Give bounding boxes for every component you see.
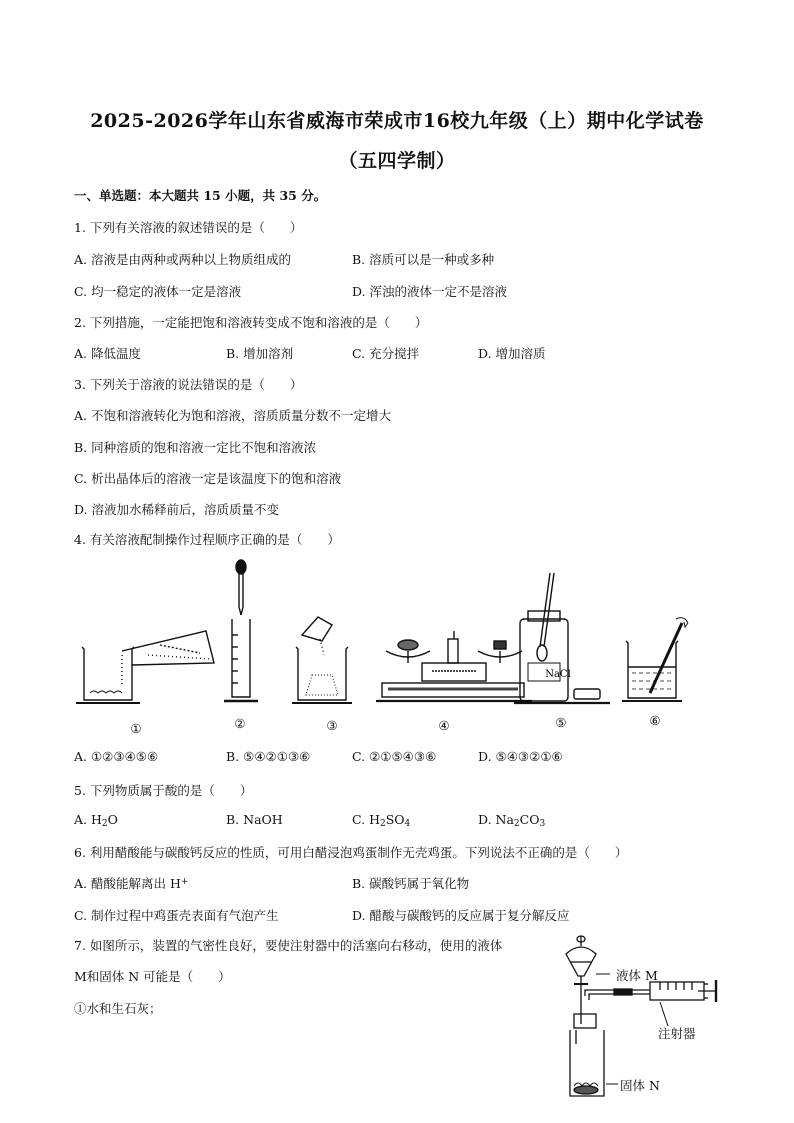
- reagent-bottle-icon: [514, 573, 610, 703]
- question-3-option-d: D. 溶液加水稀释前后，溶质质量不变: [74, 502, 280, 517]
- syringe-label: 注射器: [658, 1026, 696, 1041]
- question-4-stem: 4. 有关溶液配制操作过程顺序正确的是（ ）: [74, 532, 340, 547]
- question-1-option-b: B. 溶质可以是一种或多种: [352, 252, 495, 267]
- question-1-option-a: A. 溶液是由两种或两种以上物质组成的: [74, 252, 291, 267]
- question-1-option-c: C. 均一稳定的液体一定是溶液: [74, 284, 242, 299]
- question-7-stem-line2: M和固体 N 可能是（ ）: [74, 969, 231, 984]
- syringe-icon: [650, 980, 716, 1002]
- question-5-option-a: A. $H_2O$: [74, 812, 118, 829]
- question-3-option-b: B. 同种溶质的饱和溶液一定比不饱和溶液浓: [74, 440, 317, 455]
- figure-label-6: ⑥: [649, 713, 661, 728]
- question-6-stem: 6. 利用醋酸能与碳酸钙反应的性质，可用白醋浸泡鸡蛋制作无壳鸡蛋。下列说法不正确的是（ ）: [74, 845, 628, 860]
- figure-label-2: ②: [234, 716, 246, 731]
- exam-title-line2: （五四学制）: [338, 150, 456, 172]
- question-4-option-a: A. ①②③④⑤⑥: [74, 749, 159, 764]
- question-7-stem-line1: 7. 如图所示，装置的气密性良好，要使注射器中的活塞向右移动，使用的液体: [74, 938, 503, 953]
- nacl-label: NaCl: [545, 669, 571, 680]
- question-1-stem: 1. 下列有关溶液的叙述错误的是（ ）: [74, 220, 303, 235]
- figure-label-4: ④: [438, 718, 450, 733]
- question-6-option-a: A. 醋酸能解离出 H+: [74, 876, 189, 891]
- graduated-cylinder-icon: [224, 560, 258, 701]
- figure-label-5: ⑤: [555, 715, 567, 730]
- question-3-option-c: C. 析出晶体后的溶液一定是该温度下的饱和溶液: [74, 471, 342, 486]
- question-2-option-b: B. 增加溶剂: [226, 346, 294, 361]
- question-6-option-b: B. 碳酸钙属于氧化物: [352, 876, 470, 891]
- question-5-option-c: C. $H_2SO_4$: [352, 812, 411, 829]
- liquid-m-label: 液体 M: [616, 968, 658, 983]
- question-2-option-d: D. 增加溶质: [478, 346, 546, 361]
- question-7-item-1: ①水和生石灰；: [74, 1001, 162, 1016]
- question-6-option-d: D. 醋酸与碳酸钙的反应属于复分解反应: [352, 908, 570, 923]
- solid-n-label: 固体 N: [620, 1078, 660, 1093]
- balance-scale-icon: [376, 631, 532, 701]
- question-4-option-b: B. ⑤④②①③⑥: [226, 749, 311, 764]
- question-3-stem: 3. 下列关于溶液的说法错误的是（ ）: [74, 377, 303, 392]
- figure-label-3: ③: [326, 718, 338, 733]
- question-5-option-b: B. NaOH: [226, 812, 283, 827]
- question-4-option-c: C. ②①⑤④③⑥: [352, 749, 437, 764]
- separatory-funnel-icon: [566, 936, 596, 1024]
- exam-title-line1: 2025-2026学年山东省威海市荣成市16校九年级（上）期中化学试卷: [90, 110, 704, 132]
- stirring-beaker-icon: [622, 618, 688, 701]
- question-1-option-d: D. 浑浊的液体一定不是溶液: [352, 284, 508, 299]
- flask-bottle-icon: [570, 1014, 604, 1096]
- question-5-option-d: D. $Na_2CO_3$: [478, 812, 546, 829]
- question-4-apparatus-figure: [70, 555, 710, 715]
- question-2-option-a: A. 降低温度: [74, 346, 141, 361]
- question-2-option-c: C. 充分搅拌: [352, 346, 420, 361]
- paper-pouring-beaker-icon: [292, 617, 352, 703]
- question-4-option-d: D. ⑤④③②①⑥: [478, 749, 563, 764]
- question-2-stem: 2. 下列措施，一定能把饱和溶液转变成不饱和溶液的是（ ）: [74, 315, 428, 330]
- question-5-stem: 5. 下列物质属于酸的是（ ）: [74, 783, 253, 798]
- section-heading: 一、单选题：本大题共 15 小题，共 35 分。: [74, 188, 327, 203]
- pouring-beaker-icon: [76, 631, 214, 703]
- figure-label-1: ①: [130, 721, 142, 736]
- question-3-option-a: A. 不饱和溶液转化为饱和溶液，溶质质量分数不一定增大: [74, 408, 391, 423]
- question-6-option-c: C. 制作过程中鸡蛋壳表面有气泡产生: [74, 908, 279, 923]
